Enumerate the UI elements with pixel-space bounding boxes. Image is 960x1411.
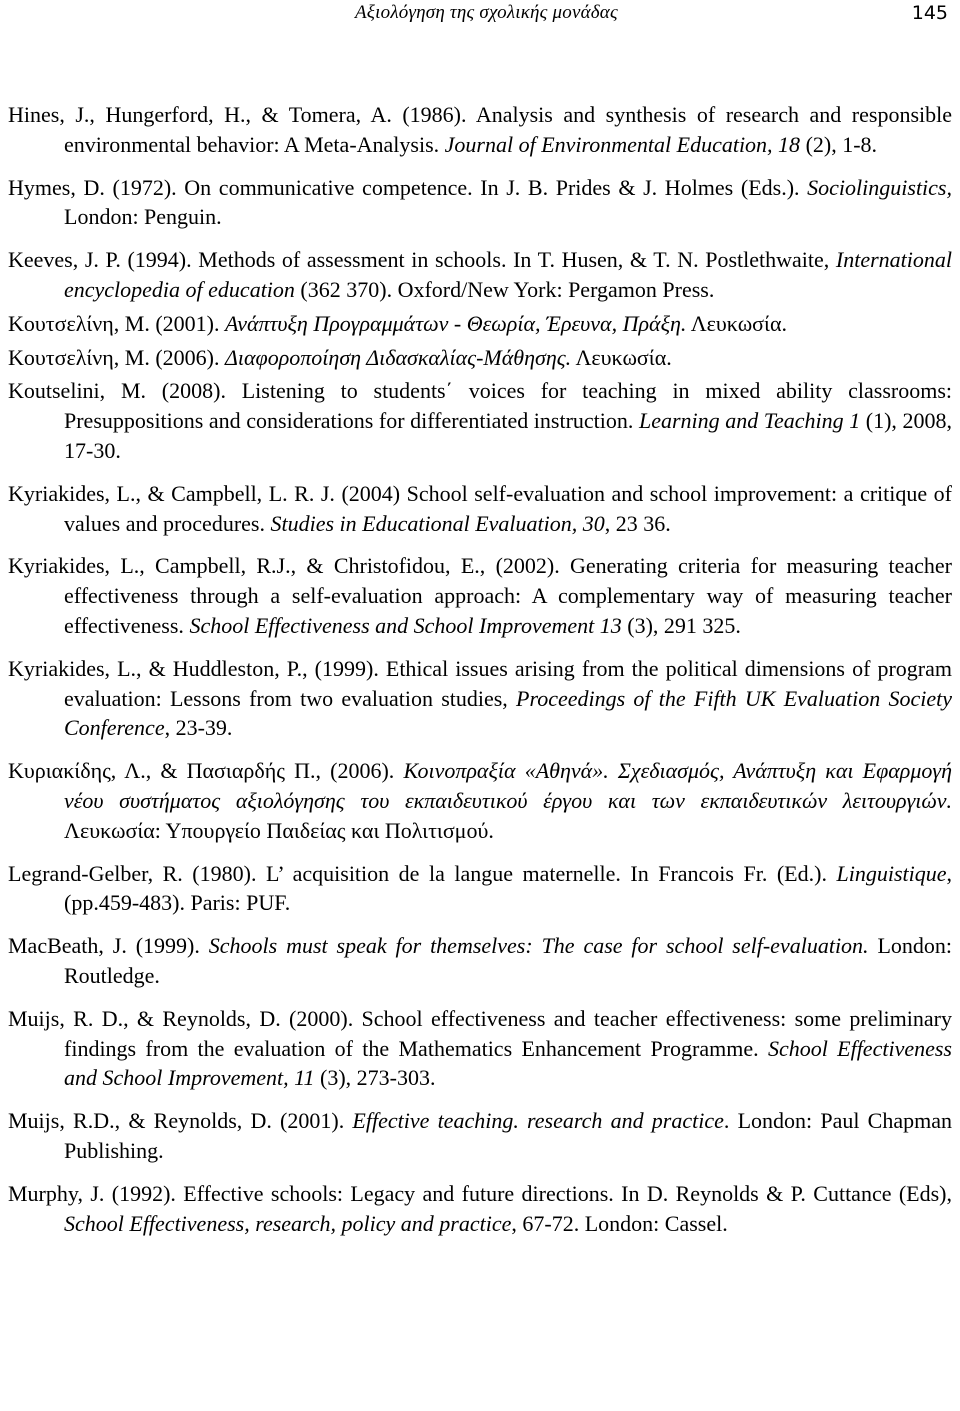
reference-koutselini-2008: Koutselini, M. (2008). Listening to students΄ voices for teaching in mixed ability classrooms: Presuppositions and considerations for differentiated instruction. Learning and Teaching 1 (1), 2008, 17-30. — [8, 378, 952, 463]
reference-muijs-reynolds-2001: Muijs, R.D., & Reynolds, D. (2001). Effective teaching. research and practice. London: Paul Chapman Publishing. — [8, 1108, 952, 1163]
reference-muijs-reynolds-2000: Muijs, R. D., & Reynolds, D. (2000). School effectiveness and teacher effectiveness: some preliminary findings from the evaluation of the Mathematics Enhancement Programme. School Effectiveness and School Improvement, 11 (3), 273-303. — [8, 1005, 952, 1091]
reference-legrand-gelber-1980: Legrand-Gelber, R. (1980). L’ acquisition de la langue maternelle. In Francois Fr. (Ed.). Linguistique, (pp.459-483). Paris: PUF. — [8, 860, 952, 916]
running-title: Αξιολόγηση της σχολικής μονάδας — [355, 2, 618, 23]
reference-macbeath-1999: MacBeath, J. (1999). Schools must speak for themselves: The case for school self-evaluation. London: Routledge. — [8, 933, 952, 988]
page-header — [0, 0, 960, 40]
reference-kyriakidis-pasiardis-2006: Κυριακίδης, Λ., & Πασιαρδής Π., (2006). Κοινοπραξία «Αθηνά». Σχεδιασμός, Ανάπτυξη και Εφαρμογή νέου συστήματος αξιολόγησης του εκπαιδευτικού έργου και των εκπαιδευτικών λειτουργιών. Λευκωσία: Υπουργείο Παιδείας και Πολιτισμού. — [8, 758, 952, 843]
reference-hymes-1972: Hymes, D. (1972). On communicative competence. In J. B. Prides & J. Holmes (Eds.). Sociolinguistics, London: Penguin. — [8, 174, 952, 230]
reference-koutselini-2006: Κουτσελίνη, Μ. (2006). Διαφοροποίηση Διδασκαλίας-Μάθησης. Λευκωσία. — [8, 344, 672, 370]
reference-list — [8, 100, 952, 1251]
reference-murphy-1992: Murphy, J. (1992). Effective schools: Legacy and future directions. In D. Reynolds & P. Cuttance (Eds), School Effectiveness, research, policy and practice, 67-72. London: Cassel. — [8, 1180, 952, 1236]
page-number: 145 — [911, 2, 948, 24]
reference-hines-1986: Hines, J., Hungerford, H., & Tomera, A. (1986). Analysis and synthesis of research and responsible environmental behavior: A Meta-Analysis. Journal of Environmental Education, 18 (2), 1-8. — [8, 102, 952, 157]
reference-kyriakides-campbell-christofidou-2002: Kyriakides, L., Campbell, R.J., & Christofidou, E., (2002). Generating criteria for measuring teacher effectiveness through a self-evaluation approach: A complementary way of measuring teacher effectiveness. School Effectiveness and School Improvement 13 (3), 291 325. — [8, 553, 952, 638]
reference-keeves-1994: Keeves, J. P. (1994). Methods of assessment in schools. In T. Husen, & T. N. Postlethwaite, International encyclopedia of education (362 370). Oxford/New York: Pergamon Press. — [8, 247, 952, 302]
reference-koutselini-2001: Κουτσελίνη, Μ. (2001). Ανάπτυξη Προγραμμάτων - Θεωρία, Έρευνα, Πράξη. Λευκωσία. — [8, 310, 787, 336]
reference-kyriakides-huddleston-1999: Kyriakides, L., & Huddleston, P., (1999). Ethical issues arising from the political dimensions of program evaluation: Lessons from two evaluation studies, Proceedings of the Fifth UK Evaluation Society Conference, 23-39. — [8, 655, 952, 741]
reference-kyriakides-campbell-2004: Kyriakides, L., & Campbell, L. R. J. (2004) School self-evaluation and school improvement: a critique of values and procedures. Studies in Educational Evaluation, 30, 23 36. — [8, 480, 952, 536]
